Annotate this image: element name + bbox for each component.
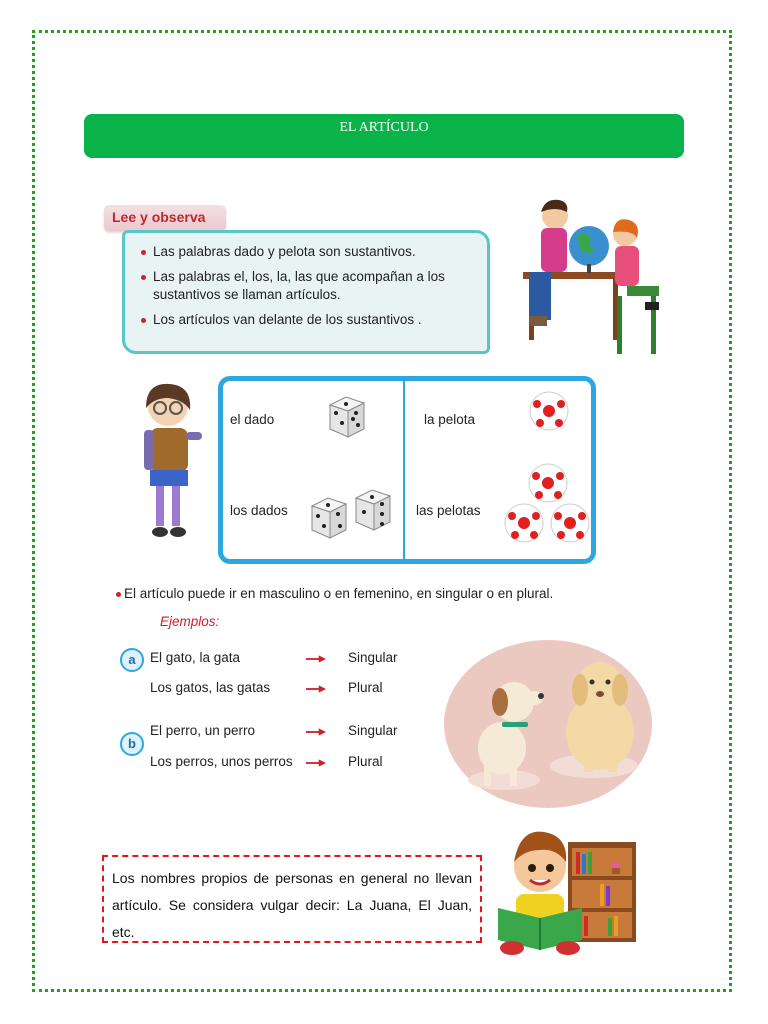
- example-b-row1-text: El perro, un perro: [150, 723, 256, 738]
- example-a-row2-type: Plural: [348, 680, 383, 695]
- die-icon: [326, 395, 368, 439]
- example-a-row2-text: Los gatos, las gatas: [150, 680, 271, 695]
- info-item: Las palabras el, los, la, las que acompañan a los sustantivos se llaman artículos.: [143, 268, 475, 304]
- letter-a-badge: a: [120, 648, 144, 672]
- page-title: EL ARTÍCULO: [84, 114, 684, 158]
- info-box: [122, 230, 490, 354]
- bullet-dot: [116, 592, 121, 597]
- label-las-pelotas: las pelotas: [416, 503, 481, 518]
- ejemplos-heading: Ejemplos:: [160, 614, 220, 629]
- label-el-dado: el dado: [230, 412, 275, 427]
- arrow-right-icon: [306, 758, 326, 768]
- table-divider: [403, 381, 405, 559]
- arrow-right-icon: [306, 654, 326, 664]
- note-box: Los nombres propios de personas en general no llevan artículo. Se considera vulgar decir: La Juana, El Juan, etc.: [102, 855, 482, 943]
- rule-text: [116, 586, 553, 601]
- dogs-illustration: [444, 640, 652, 808]
- info-item: Las palabras dado y pelota son sustantivos.: [143, 243, 475, 261]
- arrow-right-icon: [306, 727, 326, 737]
- ball-icon: [528, 390, 570, 432]
- example-a-row1-type: Singular: [348, 650, 398, 665]
- kids-globe-illustration: [515, 198, 675, 356]
- boy-reading-illustration: [490, 822, 640, 958]
- label-la-pelota: la pelota: [424, 412, 476, 427]
- dice-pair-icon: [308, 488, 394, 544]
- balls-pyramid-icon: [503, 462, 591, 546]
- example-b-row2-text: Los perros, unos perros: [150, 754, 293, 769]
- lee-y-observa-tag: Lee y observa: [104, 205, 226, 231]
- info-item: Los artículos van delante de los sustantivos .: [143, 311, 475, 329]
- example-a-row1-text: El gato, la gata: [150, 650, 241, 665]
- letter-b-badge: b: [120, 732, 144, 756]
- girl-illustration: [138, 382, 210, 552]
- label-los-dados: los dados: [230, 503, 288, 518]
- example-b-row2-type: Plural: [348, 754, 383, 769]
- example-b-row1-type: Singular: [348, 723, 398, 738]
- rule-sentence: El artículo puede ir en masculino o en femenino, en singular o en plural.: [124, 586, 554, 601]
- arrow-right-icon: [306, 684, 326, 694]
